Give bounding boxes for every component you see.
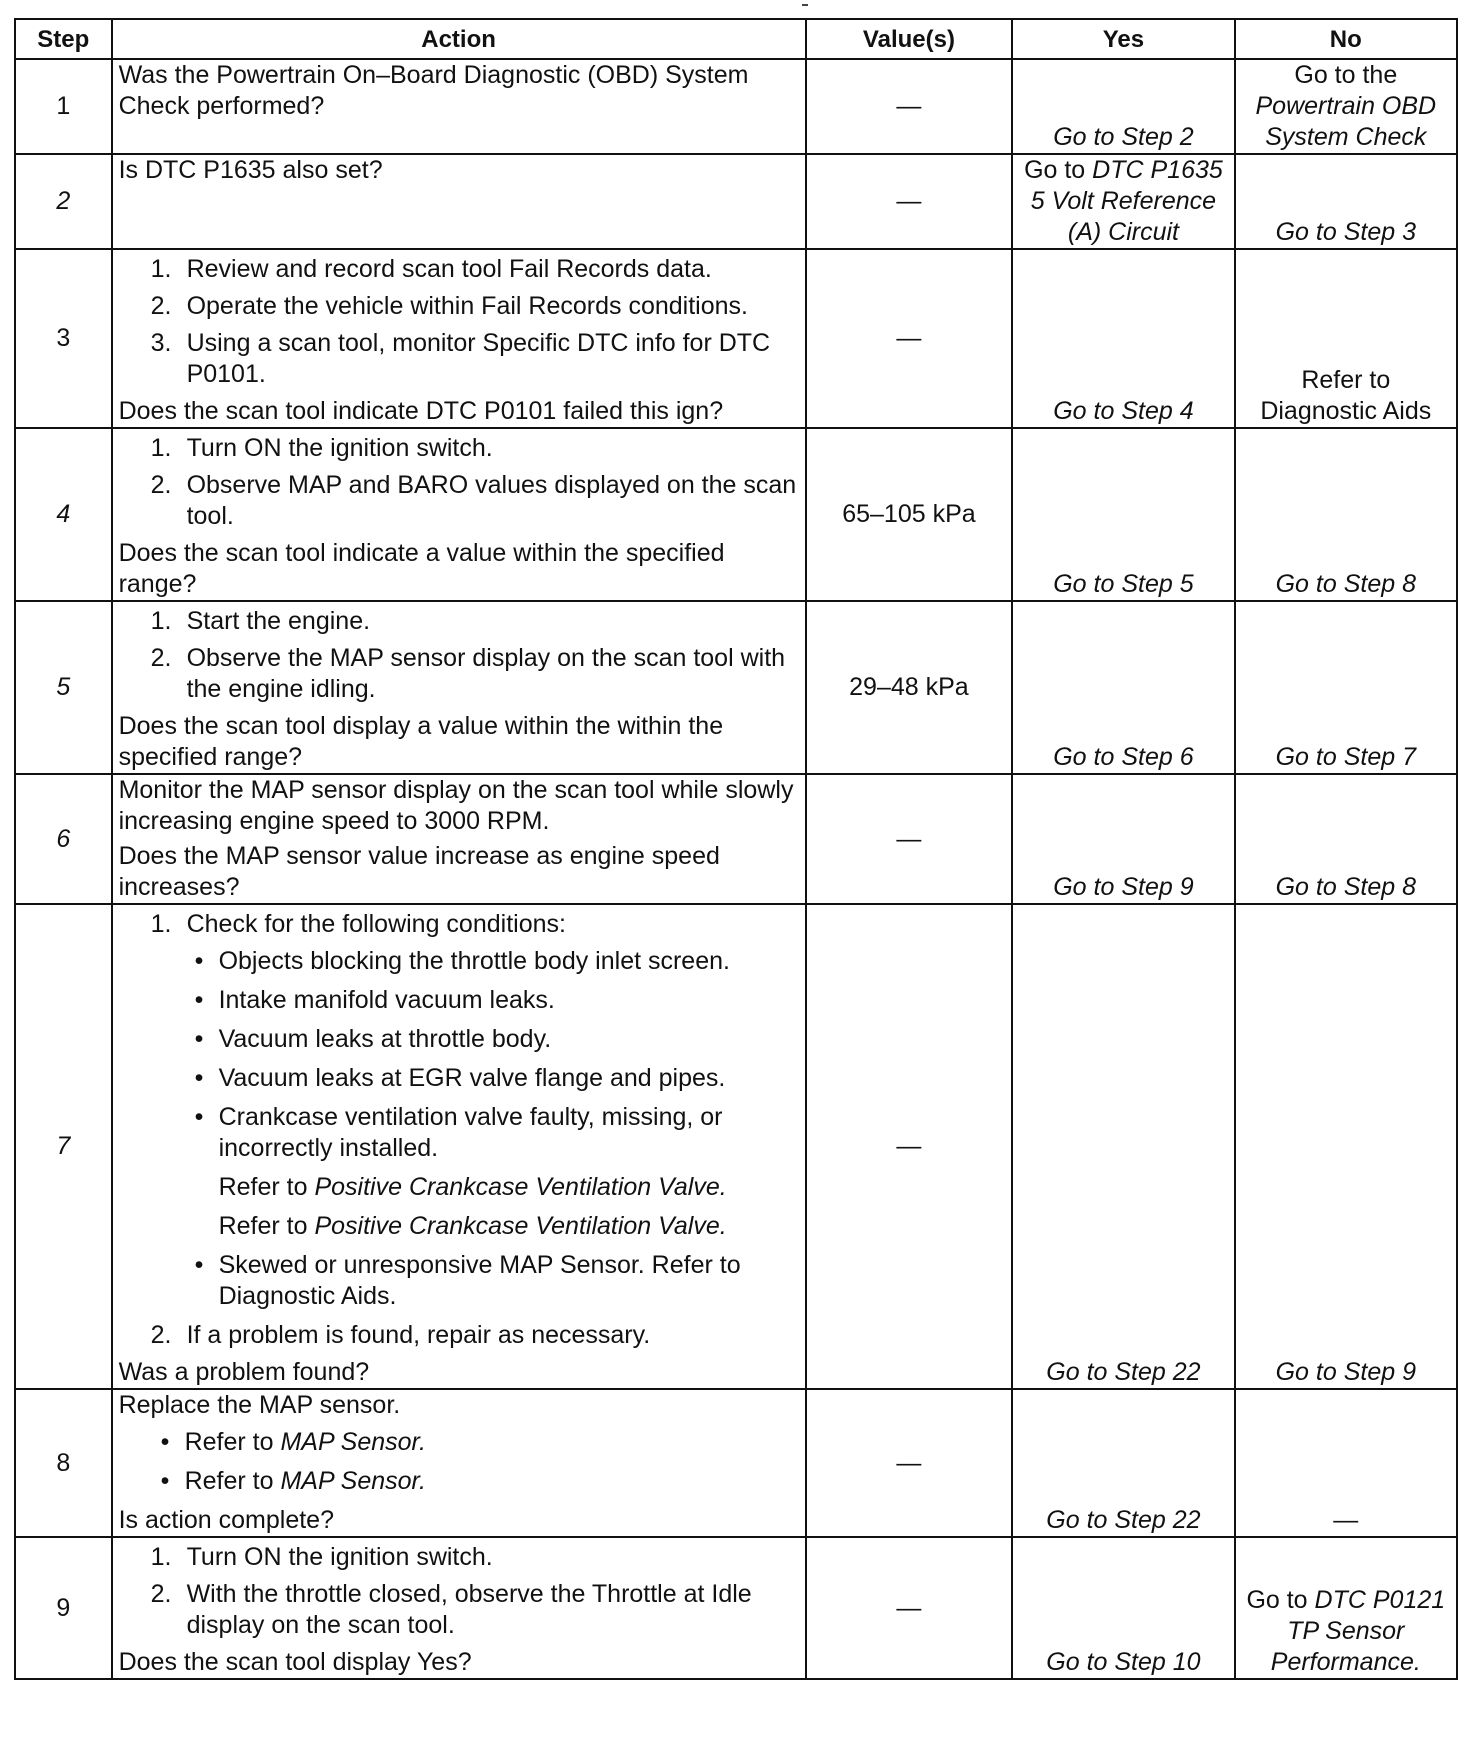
yes-text: Go to: [1024, 156, 1086, 184]
value-cell: —: [806, 249, 1013, 428]
diagnostic-table: [14, 18, 1458, 1680]
yes-link[interactable]: Go to Step 10: [1046, 1648, 1201, 1676]
bullet-item: • Vacuum leaks at throttle body.: [194, 1025, 552, 1053]
numbered-list: [119, 1320, 799, 1351]
refer-prefix: Refer to: [184, 1467, 274, 1495]
bullet-list: [119, 1250, 799, 1312]
step-number: 4: [15, 428, 112, 601]
bullet-item: • Crankcase ventilation valve faulty, missing, or incorrectly installed.: [194, 1103, 723, 1162]
yes-link[interactable]: DTC P1635 5 Volt Reference (A) Circuit: [1030, 156, 1223, 246]
table-row: [15, 249, 1457, 428]
bullet-item: • Objects blocking the throttle body inlet screen.: [194, 947, 730, 975]
table-row: [15, 1389, 1457, 1537]
table-row: [15, 428, 1457, 601]
action-cell: [112, 154, 806, 249]
action-cell: [112, 904, 806, 1389]
bullet-list: [119, 1427, 799, 1497]
yes-link[interactable]: Go to Step 22: [1046, 1358, 1201, 1386]
step-number: 7: [15, 904, 112, 1389]
action-cell: [112, 428, 806, 601]
list-item-text: Start the engine.: [186, 607, 371, 635]
action-text: Replace the MAP sensor.: [118, 1391, 401, 1419]
action-cell: [112, 249, 806, 428]
bullet-list: [119, 946, 799, 1164]
list-item-text: Observe MAP and BARO values displayed on the scan tool.: [186, 471, 797, 530]
question-text: Does the MAP sensor value increase as engine speed increases?: [118, 842, 720, 901]
no-cell: [1235, 59, 1457, 154]
no-cell: —: [1235, 1389, 1457, 1537]
table-row: [15, 774, 1457, 904]
no-link[interactable]: Go to Step 7: [1275, 743, 1416, 771]
table-row: [15, 59, 1457, 154]
list-item-text: Review and record scan tool Fail Records data.: [186, 255, 712, 283]
refer-link[interactable]: MAP Sensor.: [280, 1467, 426, 1495]
header-values: Value(s): [806, 19, 1013, 59]
yes-link[interactable]: Go to Step 2: [1053, 123, 1194, 151]
action-cell: [112, 774, 806, 904]
no-link[interactable]: Powertrain OBD System Check: [1255, 92, 1437, 151]
list-item: 1. Start the engine.: [150, 607, 371, 635]
list-item: 2. If a problem is found, repair as necessary.: [150, 1321, 651, 1349]
no-text: Go to the: [1294, 61, 1398, 89]
value-cell: 29–48 kPa: [806, 601, 1013, 774]
step-number: 6: [15, 774, 112, 904]
bullet-text: Skewed or unresponsive MAP Sensor. Refer to Diagnostic Aids.: [218, 1251, 741, 1310]
question-text: Was a problem found?: [118, 1358, 370, 1386]
refer-prefix: Refer to: [218, 1173, 308, 1201]
list-item: 1. Turn ON the ignition switch.: [150, 1543, 493, 1571]
action-text: Was the Powertrain On–Board Diagnostic (OBD) System Check performed?: [118, 61, 749, 120]
table-row: [15, 1537, 1457, 1679]
yes-link[interactable]: Go to Step 5: [1053, 570, 1194, 598]
yes-cell: [1012, 904, 1234, 1389]
refer-line: [119, 1211, 799, 1242]
step-number: 8: [15, 1389, 112, 1537]
no-cell: [1235, 154, 1457, 249]
numbered-list: [119, 606, 799, 705]
bullet-item: • Skewed or unresponsive MAP Sensor. Refer to Diagnostic Aids.: [194, 1251, 741, 1310]
bullet-item: • Refer to MAP Sensor.: [160, 1428, 426, 1456]
list-item-text: Using a scan tool, monitor Specific DTC info for DTC P0101.: [186, 329, 771, 388]
no-link[interactable]: Go to Step 9: [1275, 1358, 1416, 1386]
no-cell: [1235, 1537, 1457, 1679]
numbered-list: [119, 433, 799, 532]
yes-link[interactable]: Go to Step 6: [1053, 743, 1194, 771]
header-yes: Yes: [1012, 19, 1234, 59]
no-link[interactable]: Go to Step 3: [1275, 218, 1416, 246]
list-item-text: Observe the MAP sensor display on the scan tool with the engine idling.: [186, 644, 786, 703]
step-number: 5: [15, 601, 112, 774]
bullet-text: Vacuum leaks at throttle body.: [218, 1025, 552, 1053]
no-text: Refer to Diagnostic Aids: [1260, 366, 1432, 425]
scan-mark: [802, 4, 808, 6]
no-cell: [1235, 601, 1457, 774]
list-item: 1. Check for the following conditions:: [150, 910, 566, 938]
no-link[interactable]: Go to Step 8: [1275, 570, 1416, 598]
action-cell: [112, 59, 806, 154]
step-number: 2: [15, 154, 112, 249]
no-cell: [1235, 904, 1457, 1389]
no-cell: [1235, 428, 1457, 601]
list-item: 2. With the throttle closed, observe the Throttle at Idle display on the scan tool.: [150, 1580, 752, 1639]
list-item: 2. Operate the vehicle within Fail Records conditions.: [150, 292, 748, 320]
no-text: Go to: [1246, 1586, 1308, 1614]
value-cell: 65–105 kPa: [806, 428, 1013, 601]
list-item-text: With the throttle closed, observe the Throttle at Idle display on the scan tool.: [186, 1580, 752, 1639]
list-item-text: Check for the following conditions:: [186, 910, 566, 938]
no-link[interactable]: Go to Step 8: [1275, 873, 1416, 901]
header-row: [15, 19, 1457, 59]
action-cell: [112, 601, 806, 774]
step-number: 3: [15, 249, 112, 428]
header-no: No: [1235, 19, 1457, 59]
refer-link[interactable]: Positive Crankcase Ventilation Valve.: [314, 1173, 727, 1201]
header-action: Action: [112, 19, 806, 59]
value-cell: —: [806, 59, 1013, 154]
list-item: 3. Using a scan tool, monitor Specific DTC info for DTC P0101.: [150, 329, 771, 388]
question-text: Does the scan tool indicate a value within the specified range?: [118, 539, 725, 598]
yes-cell: [1012, 154, 1234, 249]
value-cell: —: [806, 904, 1013, 1389]
yes-cell: [1012, 428, 1234, 601]
list-item-text: Operate the vehicle within Fail Records conditions.: [186, 292, 748, 320]
question-text: Does the scan tool indicate DTC P0101 failed this ign?: [118, 397, 724, 425]
yes-link[interactable]: Go to Step 22: [1046, 1506, 1201, 1534]
value-cell: —: [806, 774, 1013, 904]
yes-cell: [1012, 59, 1234, 154]
no-link[interactable]: DTC P0121 TP Sensor Performance.: [1270, 1586, 1446, 1676]
refer-prefix: Refer to: [218, 1212, 308, 1240]
yes-link[interactable]: Go to Step 9: [1053, 873, 1194, 901]
refer-prefix: Refer to: [184, 1428, 274, 1456]
yes-cell: [1012, 774, 1234, 904]
question-text: Does the scan tool display a value within the within the specified range?: [118, 712, 724, 771]
bullet-text: Crankcase ventilation valve faulty, missing, or incorrectly installed.: [218, 1103, 723, 1162]
value-cell: —: [806, 154, 1013, 249]
list-item-text: Turn ON the ignition switch.: [186, 434, 493, 462]
action-text: Monitor the MAP sensor display on the scan tool while slowly increasing engine speed to 3000 RPM.: [118, 776, 794, 835]
question-text: Does the scan tool display Yes?: [118, 1648, 472, 1676]
table-row: [15, 154, 1457, 249]
action-cell: [112, 1537, 806, 1679]
yes-cell: [1012, 1537, 1234, 1679]
bullet-text: Objects blocking the throttle body inlet screen.: [218, 947, 730, 975]
no-cell: [1235, 249, 1457, 428]
refer-link[interactable]: Positive Crankcase Ventilation Valve.: [314, 1212, 727, 1240]
list-item-text: Turn ON the ignition switch.: [186, 1543, 493, 1571]
list-item: 1. Review and record scan tool Fail Records data.: [150, 255, 712, 283]
step-number: 9: [15, 1537, 112, 1679]
numbered-list: [119, 1542, 799, 1641]
yes-cell: [1012, 601, 1234, 774]
refer-line: [119, 1172, 799, 1203]
bullet-item: • Intake manifold vacuum leaks.: [194, 986, 555, 1014]
yes-cell: [1012, 1389, 1234, 1537]
bullet-text: Intake manifold vacuum leaks.: [218, 986, 555, 1014]
list-item: 1. Turn ON the ignition switch.: [150, 434, 493, 462]
numbered-list: [119, 909, 799, 940]
yes-link[interactable]: Go to Step 4: [1053, 397, 1194, 425]
question-text: Is action complete?: [118, 1506, 334, 1534]
list-item: 2. Observe MAP and BARO values displayed on the scan tool.: [150, 471, 797, 530]
header-step: Step: [15, 19, 112, 59]
table-row: [15, 904, 1457, 1389]
refer-link[interactable]: MAP Sensor.: [280, 1428, 426, 1456]
table-row: [15, 601, 1457, 774]
action-text: Is DTC P1635 also set?: [118, 156, 383, 184]
yes-cell: [1012, 249, 1234, 428]
bullet-text: Vacuum leaks at EGR valve flange and pipes.: [218, 1064, 726, 1092]
step-number: 1: [15, 59, 112, 154]
value-cell: —: [806, 1537, 1013, 1679]
no-cell: [1235, 774, 1457, 904]
value-cell: —: [806, 1389, 1013, 1537]
action-cell: [112, 1389, 806, 1537]
list-item-text: If a problem is found, repair as necessary.: [186, 1321, 651, 1349]
bullet-item: • Vacuum leaks at EGR valve flange and pipes.: [194, 1064, 726, 1092]
bullet-item: • Refer to MAP Sensor.: [160, 1467, 426, 1495]
numbered-list: [119, 254, 799, 390]
list-item: 2. Observe the MAP sensor display on the scan tool with the engine idling.: [150, 644, 786, 703]
